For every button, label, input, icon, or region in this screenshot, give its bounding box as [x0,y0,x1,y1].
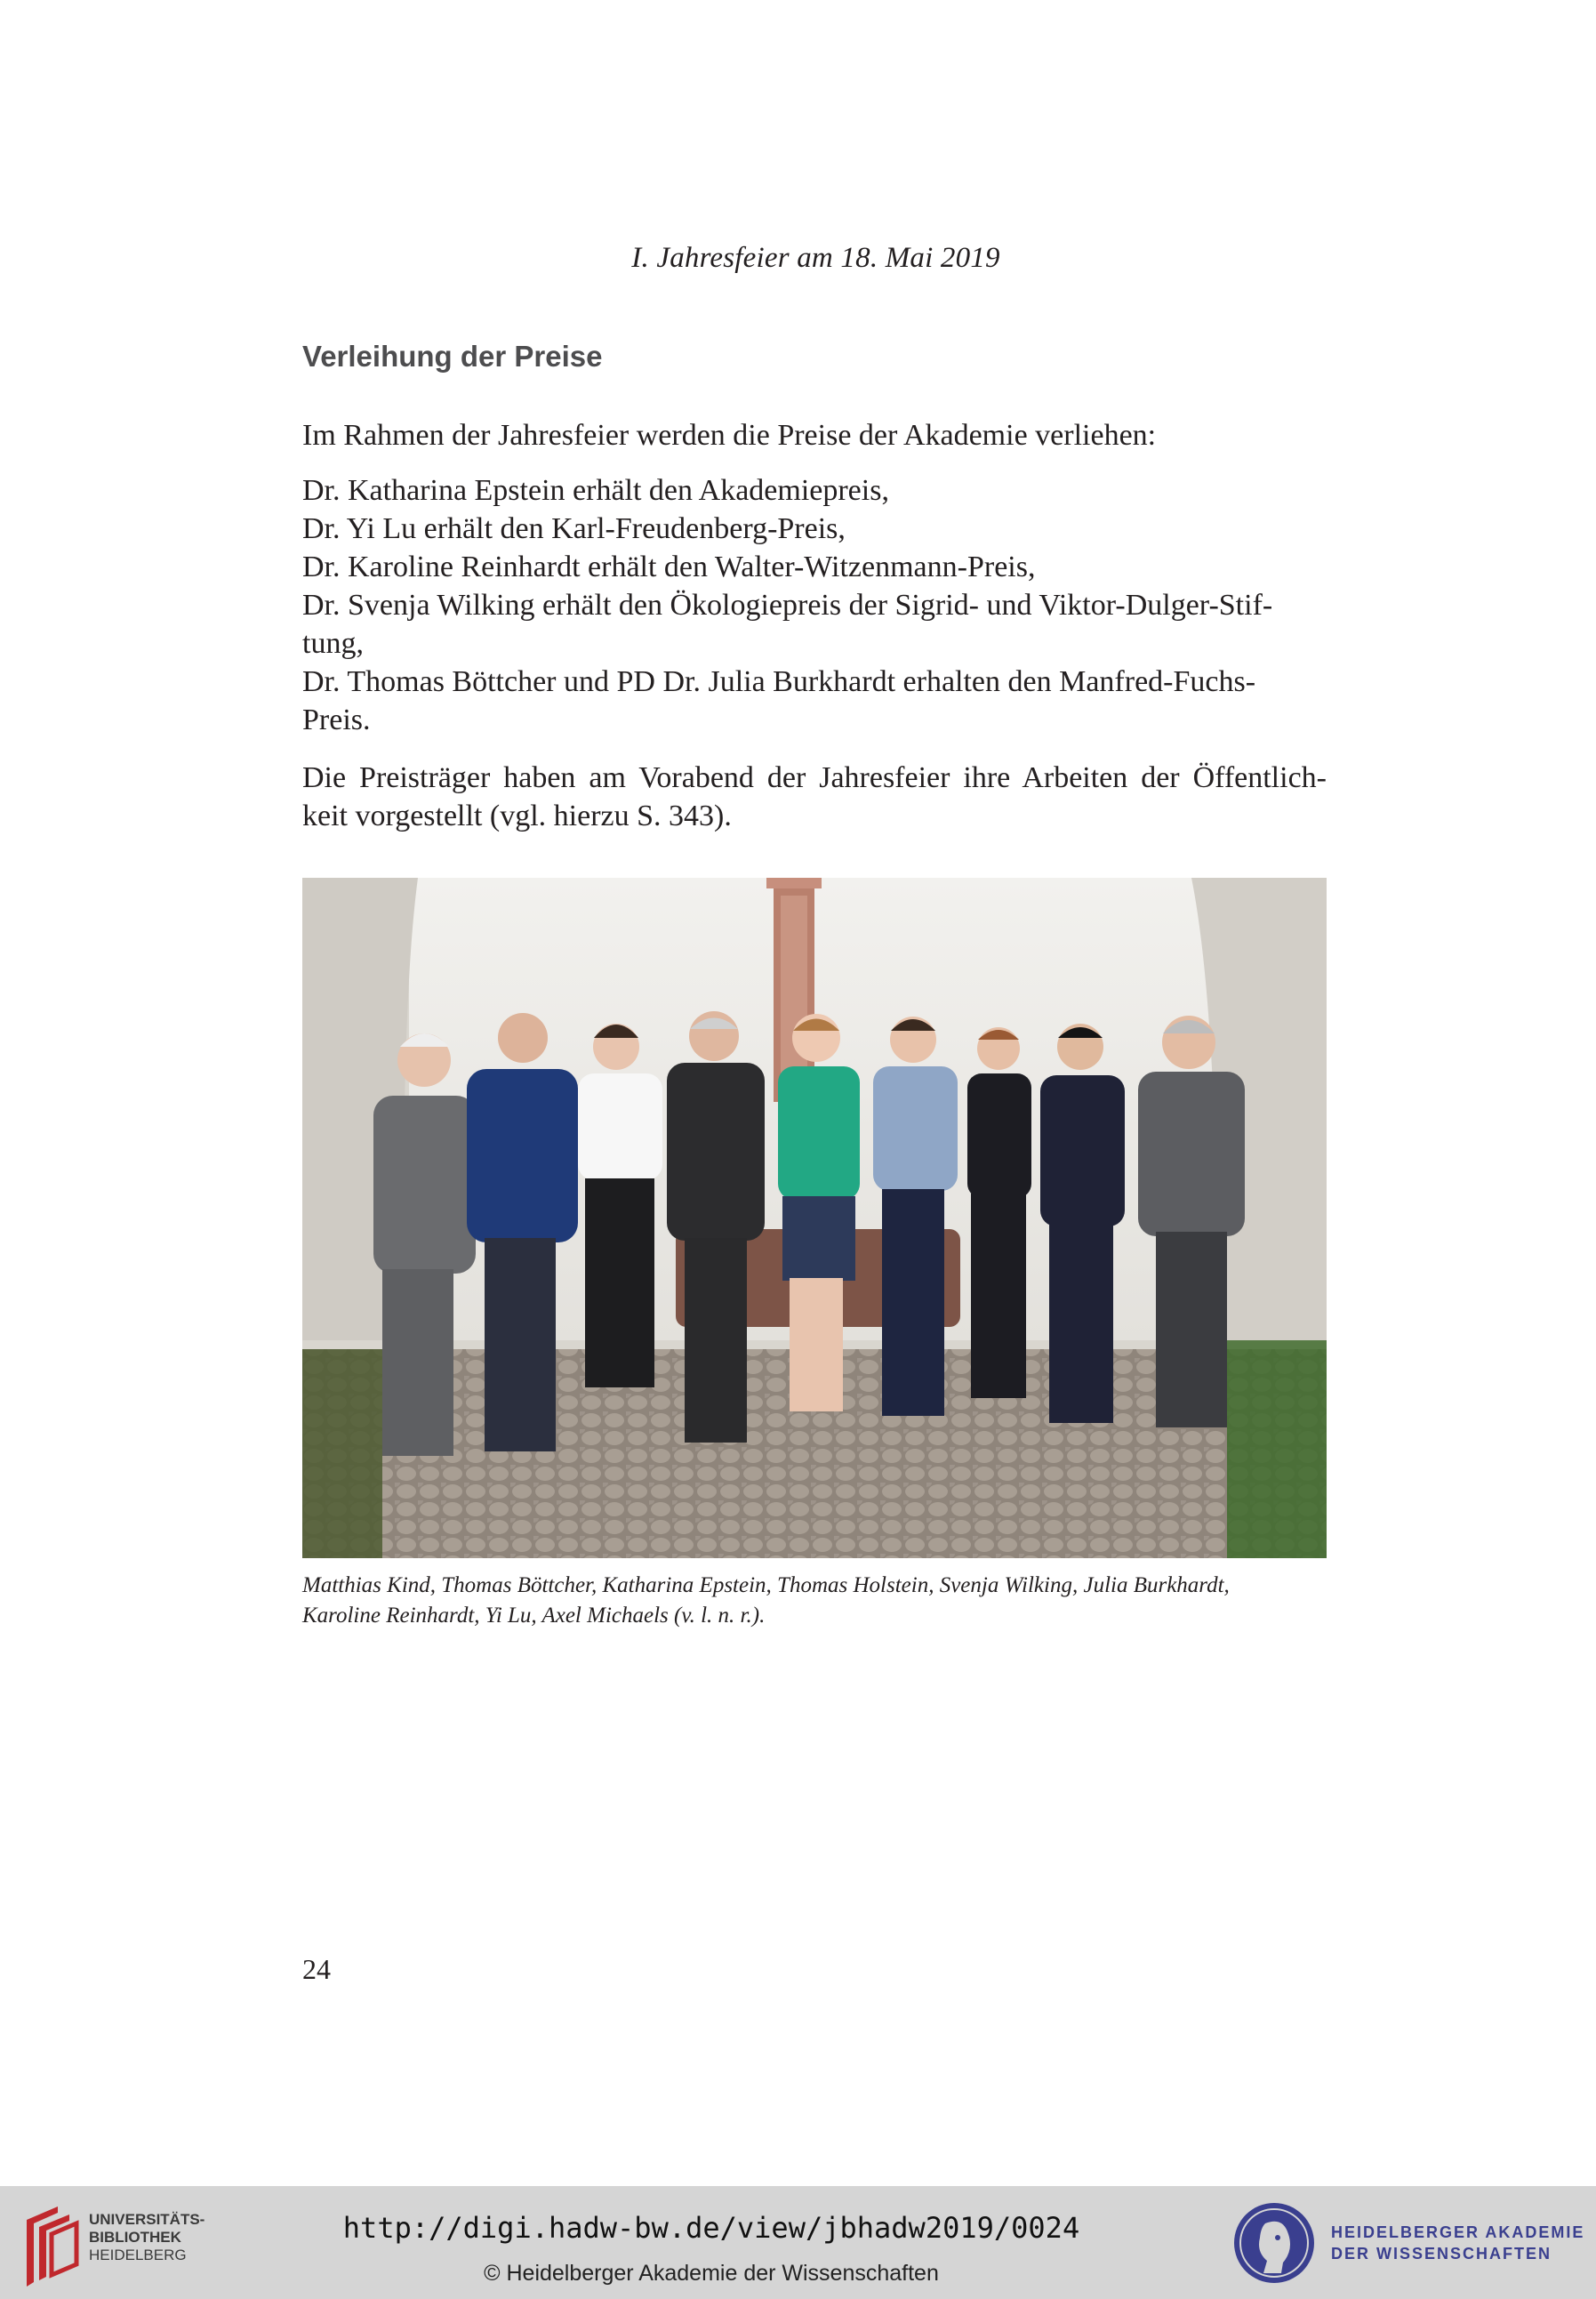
prize-line: Dr. Katharina Epstein erhält den Akademiepreis, [302,474,889,507]
prize-line: Dr. Svenja Wilking erhält den Ökologiepreis der Sigrid- und Viktor-Dulger-Stif- [302,589,1273,622]
page-number: 24 [302,1953,331,1985]
prize-line: tung, [302,627,364,660]
closing-line: keit vorgestellt (vgl. hierzu S. 343). [302,800,732,832]
intro-paragraph: Im Rahmen der Jahresfeier werden die Preise der Akademie verliehen: [302,419,1157,452]
caption-line: Karoline Reinhardt, Yi Lu, Axel Michaels (v. l. n. r.). [302,1604,766,1628]
prize-line: Preis. [302,703,371,736]
library-name-line: HEIDELBERG [89,2247,187,2263]
prize-line: Dr. Yi Lu erhält den Karl-Freudenberg-Preis, [302,512,846,545]
group-photo [302,878,1327,1558]
footer-bar [0,2186,1596,2299]
caption-line: Matthias Kind, Thomas Böttcher, Katharina Epstein, Thomas Holstein, Svenja Wilking, Julia Burkhardt, [302,1573,1230,1597]
prize-line: Dr. Karoline Reinhardt erhält den Walter-Witzenmann-Preis, [302,551,1036,583]
academy-name-line: DER WISSENSCHAFTEN [1331,2245,1552,2263]
library-name-line: UNIVERSITÄTS- [89,2211,205,2228]
prize-list [302,471,1327,739]
library-name-line: BIBLIOTHEK [89,2229,181,2246]
footer-copyright: © Heidelberger Akademie der Wissenschaften [484,2261,939,2286]
section-title: Verleihung der Preise [302,340,603,373]
running-head: I. Jahresfeier am 18. Mai 2019 [631,242,1000,274]
person-figure [967,1027,1031,1398]
academy-seal-icon [1231,2199,1317,2287]
footer-url-link[interactable]: http://digi.hadw-bw.de/view/jbhadw2019/0024 [342,2211,1080,2245]
photo-caption [302,1571,1327,1631]
closing-line: Die Preisträger haben am Vorabend der Jahresfeier ihre Arbeiten der Öffentlich- [302,761,1327,794]
person-figure [578,1024,662,1387]
person-figure [1040,1024,1125,1423]
prize-line: Dr. Thomas Böttcher und PD Dr. Julia Burkhardt erhalten den Manfred-Fuchs- [302,665,1256,698]
academy-name-line: HEIDELBERGER AKADEMIE [1331,2223,1585,2241]
closing-paragraph [302,759,1327,835]
academy-name [1331,2222,1584,2264]
